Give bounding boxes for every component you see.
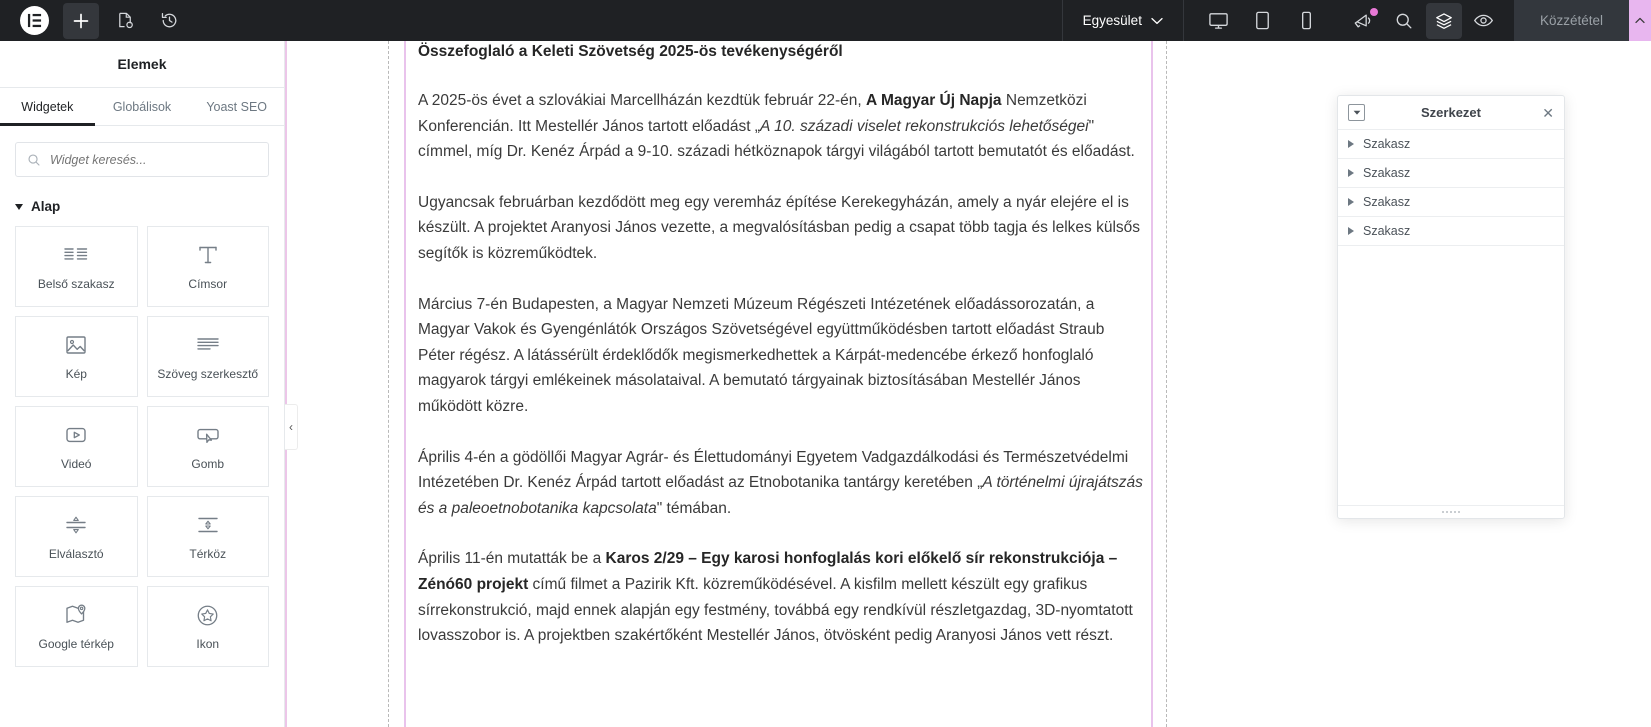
- site-name-label: Egyesület: [1082, 13, 1142, 28]
- p1-text-e: " címmel, míg Dr. Kenéz Árpád a 9-10. századi hétköznapok tárgyi világából tartott bemutatót és előadást.: [418, 117, 1135, 161]
- tablet-icon: [1252, 10, 1273, 31]
- device-preview-group: [1184, 0, 1342, 41]
- widget-search-input[interactable]: [50, 153, 257, 167]
- toolbar-left-group: [0, 0, 187, 41]
- history-button[interactable]: [151, 3, 187, 39]
- widget-label: Belső szakasz: [37, 277, 115, 291]
- site-name-dropdown[interactable]: [1063, 0, 1183, 41]
- widget-button[interactable]: [147, 406, 270, 487]
- search-icon: [1394, 11, 1414, 31]
- widget-label: Google térkép: [38, 637, 114, 651]
- video-play-icon: [63, 422, 89, 448]
- panel-title: Elemek: [0, 41, 284, 88]
- p4-text-a: Április 4-én a gödöllői Magyar Agrár- és Élettudományi Egyetem Vadgazdálkodási és Természetvédelmi Intézetében Dr. Kenéz Árpád tartott előadást az Etnobotanika tantárgy keretében „: [418, 448, 1129, 492]
- elements-panel: [0, 41, 285, 727]
- navigator-resize-handle[interactable]: [1338, 505, 1564, 518]
- p1-text-a: A 2025-ös évet a szlovákiai Marcellházán kezdtük február 22-én,: [418, 92, 867, 109]
- widget-label: Ikon: [196, 637, 220, 651]
- article-paragraph-2: Ugyancsak februárban kezdődött meg egy veremház építése Kerekegyházán, amely a nyár elejére el is készült. A projektet Aranyosi János vezette, a megvalósításban pedig a csapat több tagja és lelkes külsős segítők is közreműködtek.: [418, 193, 1141, 262]
- dock-panel-icon: [1353, 110, 1361, 116]
- chevron-left-icon: ‹: [289, 420, 293, 434]
- navigator-panel: [1337, 95, 1565, 519]
- device-tablet-button[interactable]: [1246, 4, 1280, 38]
- p1-text-c: Nemzetközi Konferencián. Itt Mestellér János tartott előadást „: [418, 92, 1087, 135]
- tab-widgetek[interactable]: Widgetek: [0, 88, 95, 125]
- widget-inner-section[interactable]: [15, 226, 138, 307]
- heading-t-icon: [196, 242, 220, 268]
- navigator-item-szakasz-4[interactable]: [1338, 217, 1564, 246]
- toolbar-right-group: [1342, 0, 1651, 41]
- notification-badge-dot: [1370, 8, 1378, 16]
- article-title: Összefoglaló a Keleti Szövetség 2025-ös tevékenységéről: [418, 43, 843, 60]
- widget-label: Kép: [65, 367, 87, 381]
- publish-options-button[interactable]: [1629, 0, 1651, 41]
- finder-search-button[interactable]: [1386, 3, 1422, 39]
- widget-label: Videó: [61, 457, 92, 471]
- navigator-item-label: Szakasz: [1363, 224, 1411, 238]
- p4-italic-b: A történelmi újrajátszás és a paleoetnobotanika kapcsolata: [418, 474, 1143, 517]
- navigator-tree: [1338, 130, 1564, 505]
- widget-spacer[interactable]: [147, 496, 270, 577]
- publish-label: Közzététel: [1539, 13, 1603, 28]
- grip-dots-icon: [1442, 511, 1460, 513]
- navigator-item-szakasz-1[interactable]: [1338, 130, 1564, 159]
- panel-tabs: [0, 88, 284, 126]
- button-cursor-icon: [195, 422, 221, 448]
- navigator-item-szakasz-3[interactable]: [1338, 188, 1564, 217]
- chevron-down-icon: [1151, 17, 1163, 25]
- caret-right-icon[interactable]: [1348, 227, 1354, 235]
- section-header-alap[interactable]: [0, 177, 284, 226]
- tab-yoast-seo[interactable]: Yoast SEO: [206, 99, 268, 114]
- p1-italic-d: A 10. századi viselet rekonstrukciós lehetőségei: [760, 117, 1089, 135]
- plus-icon: [72, 12, 90, 30]
- chevron-up-icon: [1635, 17, 1645, 24]
- star-icon: [195, 602, 220, 628]
- widget-search-box[interactable]: [15, 142, 269, 177]
- section-dashed-border-right: [1166, 41, 1167, 727]
- navigator-dock-button[interactable]: [1348, 104, 1365, 121]
- widget-text-editor[interactable]: [147, 316, 270, 397]
- section-label: Alap: [31, 199, 61, 214]
- layers-navigator-icon: [1434, 11, 1454, 31]
- google-map-icon: [63, 602, 89, 628]
- caret-right-icon[interactable]: [1348, 169, 1354, 177]
- divider-icon: [63, 512, 89, 538]
- widget-search-wrap: [0, 126, 284, 177]
- p5-text-a: Április 11-én mutatták be a: [418, 550, 606, 568]
- caret-right-icon[interactable]: [1348, 140, 1354, 148]
- add-element-button[interactable]: [63, 3, 99, 39]
- widget-grid: [0, 226, 284, 682]
- article-paragraph-1: [418, 88, 1143, 165]
- widget-label: Gomb: [191, 457, 225, 471]
- navigator-item-szakasz-2[interactable]: [1338, 159, 1564, 188]
- panel-collapse-button[interactable]: [285, 404, 298, 450]
- navigator-title: Szerkezet: [1421, 105, 1481, 120]
- device-desktop-button[interactable]: [1202, 4, 1236, 38]
- p4-text-c: " témában.: [656, 499, 732, 517]
- close-x-icon: ✕: [1542, 104, 1554, 121]
- eye-preview-icon: [1473, 10, 1494, 31]
- search-icon: [27, 153, 41, 167]
- history-revisions-icon: [160, 11, 179, 30]
- document-settings-button[interactable]: [107, 3, 143, 39]
- document-settings-icon: [116, 11, 135, 30]
- article-paragraph-5: [418, 546, 1143, 648]
- mobile-icon: [1296, 10, 1317, 31]
- widget-label: Címsor: [188, 277, 228, 291]
- widget-icon[interactable]: [147, 586, 270, 667]
- image-icon: [64, 332, 88, 358]
- widget-label: Elválasztó: [48, 547, 104, 561]
- column-highlight-line-right: [1151, 41, 1153, 727]
- inner-section-icon: [63, 242, 89, 268]
- text-editor-icon: [195, 332, 221, 358]
- tab-globalisok[interactable]: Globálisok: [112, 99, 172, 114]
- widget-heading[interactable]: [147, 226, 270, 307]
- elementor-logo-icon: [20, 6, 49, 35]
- device-mobile-button[interactable]: [1290, 4, 1324, 38]
- widget-divider[interactable]: [15, 496, 138, 577]
- section-dashed-border-left: [388, 41, 389, 727]
- navigator-header: [1338, 96, 1564, 130]
- publish-button[interactable]: [1514, 0, 1629, 41]
- preview-changes-button[interactable]: [1466, 3, 1502, 39]
- navigator-item-label: Szakasz: [1363, 166, 1411, 180]
- notifications-button[interactable]: [1346, 3, 1382, 39]
- widget-image[interactable]: [15, 316, 138, 397]
- caret-down-icon: [15, 204, 23, 210]
- widget-google-maps[interactable]: [15, 586, 138, 667]
- spacer-icon: [195, 512, 221, 538]
- article-paragraph-3: Március 7-én Budapesten, a Magyar Nemzeti Múzeum Régészeti Intézetének előadássorozatán, a Magyar Vakok és Gyengénlátók Országos Szövetségével együttműködésben tartott előadást Straub Péter régész. A látássérült érdeklődők megismerkedhettek a Kárpát-medencébe érkező honfoglaló magyarok tárgyi emlékeinek másolataival. A bemutató tárgyainak biztosításában Mestellér János működött közre.: [418, 295, 1105, 415]
- article-paragraph-4: [418, 445, 1143, 522]
- navigator-item-label: Szakasz: [1363, 195, 1411, 209]
- navigator-toggle-button[interactable]: [1426, 3, 1462, 39]
- navigator-item-label: Szakasz: [1363, 137, 1411, 151]
- elementor-logo-button[interactable]: [14, 0, 55, 41]
- desktop-icon: [1208, 10, 1229, 31]
- navigator-close-button[interactable]: [1542, 106, 1554, 120]
- elementor-logo-glyph: [27, 13, 42, 28]
- column-highlight-line-left: [404, 41, 406, 727]
- p5-text-c: című filmet a Pazirik Kft. közreműködésével. A kisfilm mellett készült egy grafikus sírrekonstrukció, majd ennek alapján egy festmény, továbbá egy rendkívül részletgazdag, 3D-nyomtatott lovasszobor is. A projektben szakértőként Mestellér János, ötvösként pedig Aranyosi János vett részt.: [418, 575, 1133, 645]
- p5-bold-b: Karos 2/29 – Egy karosi honfoglalás kori előkelő sír rekonstrukciója – Zénó60 projekt: [418, 550, 1118, 593]
- widget-label: Térköz: [189, 547, 227, 561]
- p1-bold-b: A Magyar Új Napja: [866, 92, 1002, 109]
- widget-label: Szöveg szerkesztő: [157, 367, 259, 381]
- top-toolbar: [0, 0, 1651, 41]
- canvas-highlight-line-left: [285, 41, 287, 727]
- article-content[interactable]: [418, 41, 1143, 649]
- caret-right-icon[interactable]: [1348, 198, 1354, 206]
- widget-video[interactable]: [15, 406, 138, 487]
